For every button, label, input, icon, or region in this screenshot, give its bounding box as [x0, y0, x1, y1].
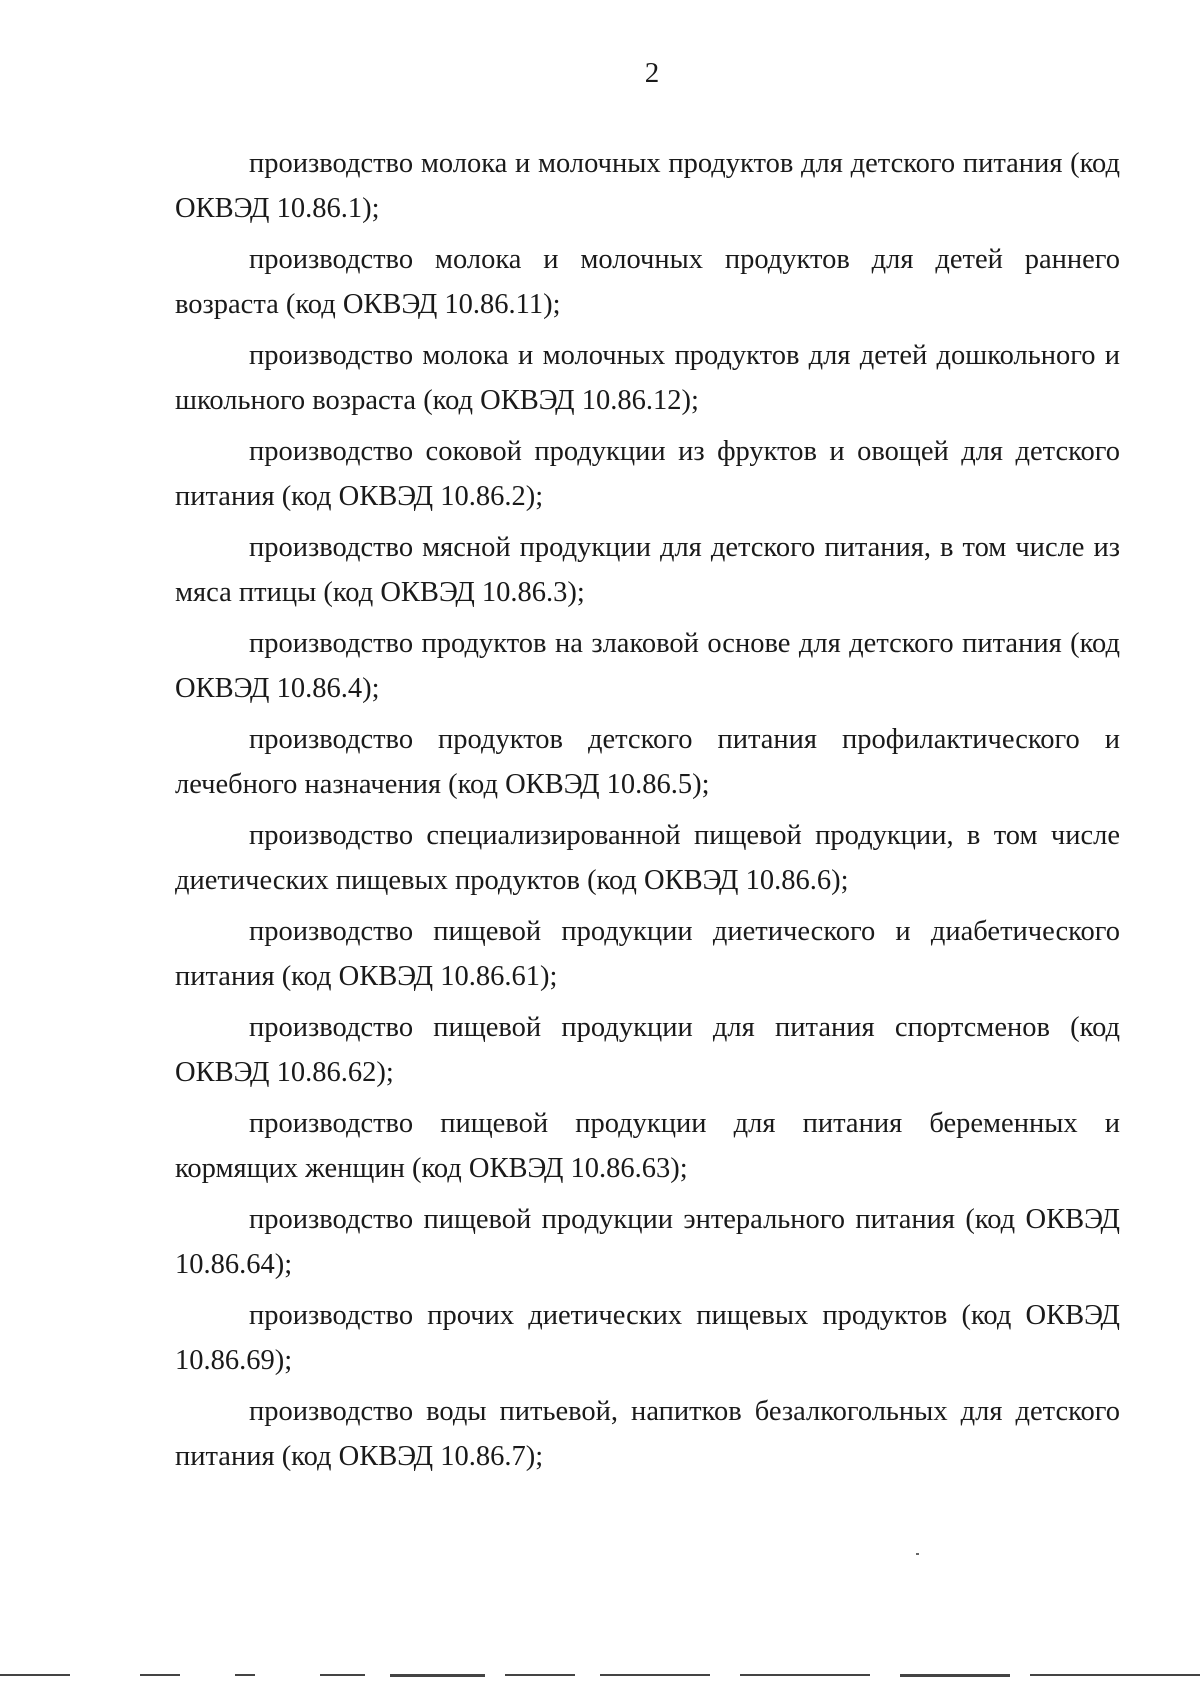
- list-item: производство пищевой продукции энтерального питания (код ОКВЭД 10.86.64);: [175, 1204, 1120, 1280]
- list-item: производство пищевой продукции диетического и диабетического питания (код ОКВЭД 10.86.61);: [175, 916, 1120, 992]
- list-item: производство соковой продукции из фруктов и овощей для детского питания (код ОКВЭД 10.86.2);: [175, 436, 1120, 512]
- list-item: производство продуктов на злаковой основе для детского питания (код ОКВЭД 10.86.4);: [175, 628, 1120, 704]
- list-item: производство молока и молочных продуктов для детей раннего возраста (код ОКВЭД 10.86.11);: [175, 244, 1120, 320]
- scan-speck: [916, 1553, 919, 1555]
- list-item: производство пищевой продукции для питания беременных и кормящих женщин (код ОКВЭД 10.86.63);: [175, 1108, 1120, 1184]
- list-item: производство молока и молочных продуктов для детского питания (код ОКВЭД 10.86.1);: [175, 148, 1120, 224]
- scan-edge-artifact: [0, 1674, 1200, 1682]
- list-item: производство прочих диетических пищевых продуктов (код ОКВЭД 10.86.69);: [175, 1300, 1120, 1376]
- list-item: производство мясной продукции для детского питания, в том числе из мяса птицы (код ОКВЭД 10.86.3);: [175, 532, 1120, 608]
- page-number: 2: [644, 57, 660, 89]
- list-item: производство специализированной пищевой продукции, в том числе диетических пищевых продуктов (код ОКВЭД 10.86.6);: [175, 820, 1120, 896]
- list-item: производство молока и молочных продуктов для детей дошкольного и школьного возраста (код ОКВЭД 10.86.12);: [175, 340, 1120, 416]
- document-body: [175, 141, 1120, 1485]
- list-item: производство продуктов детского питания профилактического и лечебного назначения (код ОКВЭД 10.86.5);: [175, 724, 1120, 800]
- list-item: производство пищевой продукции для питания спортсменов (код ОКВЭД 10.86.62);: [175, 1012, 1120, 1088]
- list-item: производство воды питьевой, напитков безалкогольных для детского питания (код ОКВЭД 10.86.7);: [175, 1396, 1120, 1472]
